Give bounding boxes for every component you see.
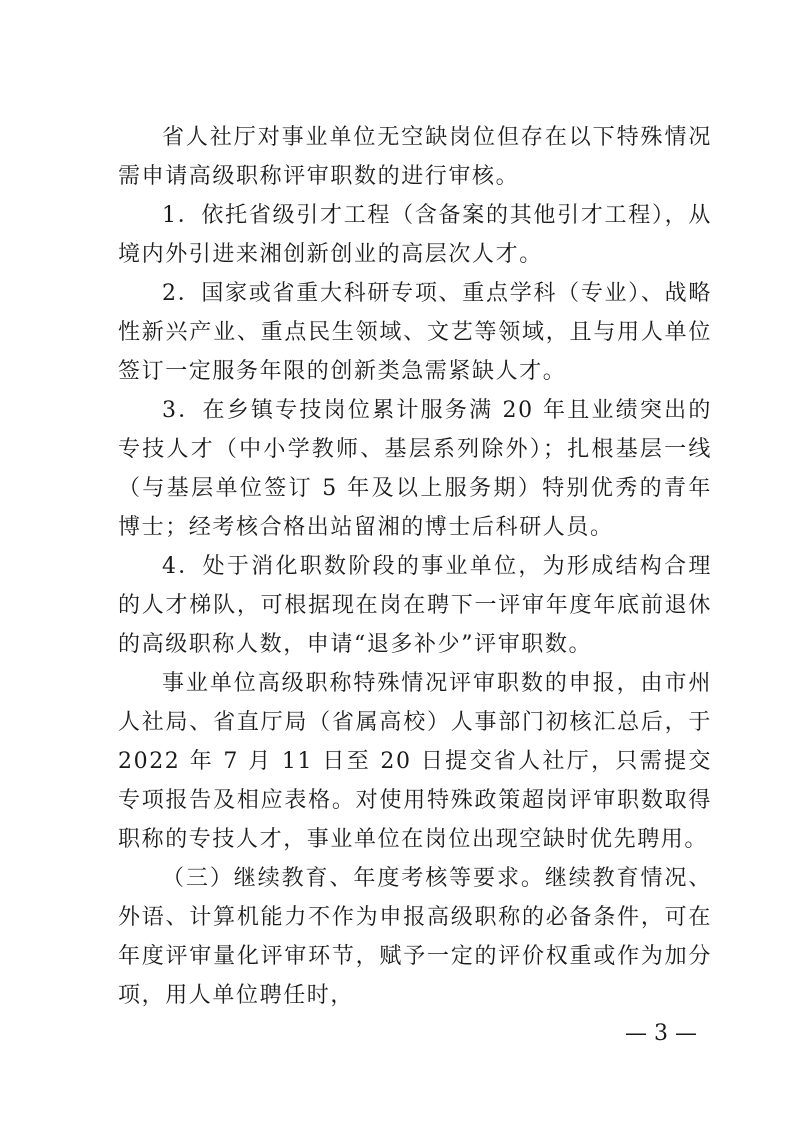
- paragraph-item-4: 4．处于消化职数阶段的事业单位，为形成结构合理的人才梯队，可根据现在岗在聘下一评审年度年底前退休的高级职称人数，申请“退多补少”评审职数。: [118, 554, 712, 657]
- page-number: — 3 —: [625, 1021, 697, 1046]
- paragraph-item-1: 1．依托省级引才工程（含备案的其他引才工程），从境内外引进来湘创新创业的高层次人才。: [118, 203, 712, 267]
- paragraph-intro: 省人社厅对事业单位无空缺岗位但存在以下特殊情况需申请高级职称评审职数的进行审核。: [118, 125, 712, 189]
- paragraph-section-3: （三）继续教育、年度考核等要求。继续教育情况、外语、计算机能力不作为申报高级职称的必备条件，可在年度评审量化评审环节，赋予一定的评价权重或作为加分项，用人单位聘任时，: [118, 866, 712, 1008]
- paragraph-item-2: 2．国家或省重大科研专项、重点学科（专业）、战略性新兴产业、重点民生领域、文艺等领域，且与用人单位签订一定服务年限的创新类急需紧缺人才。: [118, 281, 712, 384]
- paragraph-item-3: 3．在乡镇专技岗位累计服务满 20 年且业绩突出的专技人才（中小学教师、基层系列除外）；扎根基层一线（与基层单位签订 5 年及以上服务期）特别优秀的青年博士；经考核合格出站留湘的博士后科研人员。: [118, 398, 712, 540]
- document-body: [118, 118, 712, 1015]
- paragraph-application: 事业单位高级职称特殊情况评审职数的申报，由市州人社局、省直厅局（省属高校）人事部门初核汇总后，于 2022 年 7 月 11 日至 20 日提交省人社厅，只需提交专项报告及相应表格。对使用特殊政策超岗评审职数取得职称的专技人才，事业单位在岗位出现空缺时优先聘用。: [118, 671, 712, 852]
